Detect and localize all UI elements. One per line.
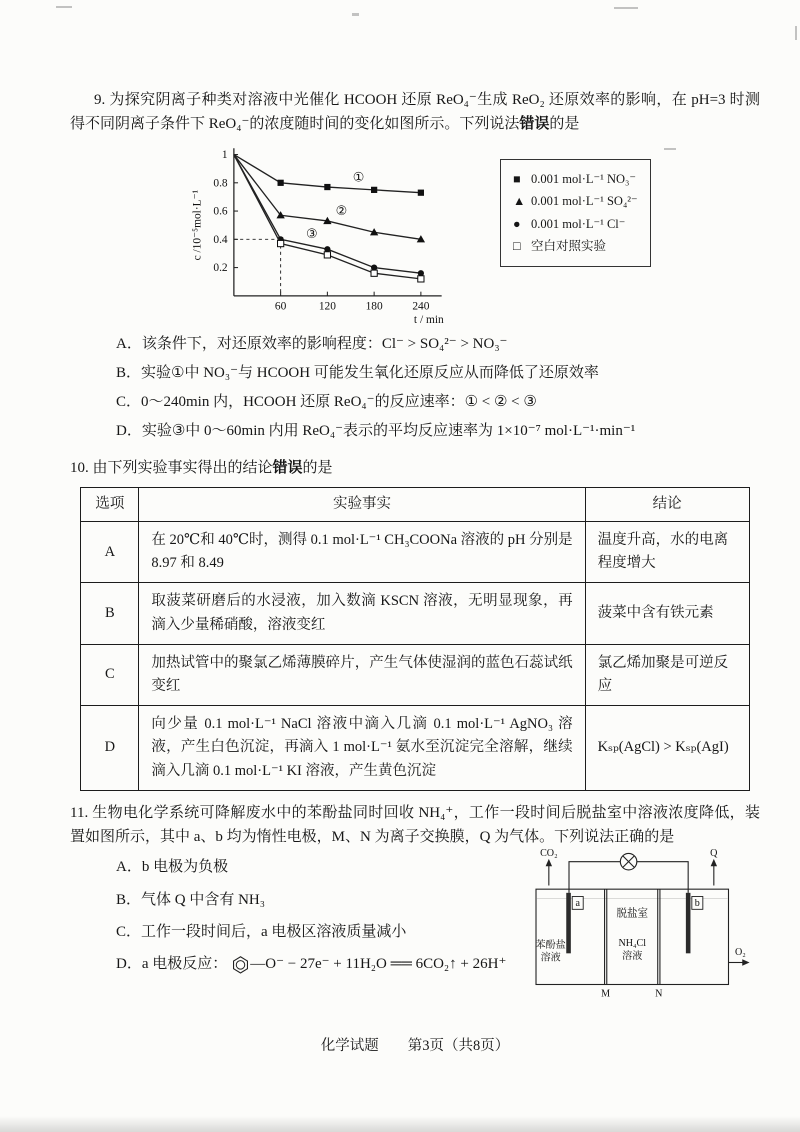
q10-row-d-conclusion: Kₛₚ(AgCl) > Kₛₚ(AgI) <box>585 706 749 791</box>
q11-cell-diagram <box>514 847 760 1010</box>
q9-option-d: D．实验③中 0～60min 内用 ReO₄⁻表示的平均反应速率为 1×10⁻⁷ mol·L⁻¹·min⁻¹ <box>116 423 636 440</box>
q10-row-b-fact: 取菠菜研磨后的水浸液，加入数滴 KSCN 溶液，无明显现象，再滴入少量稀硝酸，溶液变红 <box>139 583 585 644</box>
legend-item <box>513 168 638 191</box>
scan-artifact <box>664 148 676 150</box>
electrode-b-bar <box>686 893 691 953</box>
q9-stem <box>70 88 760 137</box>
q9-option-b: B．实验①中 NO₃⁻与 HCOOH 可能发生氧化还原反应从而降低了还原效率 <box>116 364 599 381</box>
q9-stem-emphasis: 错误 <box>519 116 550 133</box>
svg-text:②: ② <box>335 202 348 218</box>
wire-left <box>569 862 620 893</box>
filled-circle-icon: ● <box>513 216 521 231</box>
table-row <box>81 583 749 644</box>
q11-option-d-equation: —O⁻ − 27e⁻ + 11H₂O ══ 6CO₂↑ + 26H⁺ <box>250 956 507 973</box>
o2-arrowhead <box>742 960 749 966</box>
desalination-room-label: 脱盐室 <box>616 909 649 921</box>
scan-artifact <box>795 26 797 40</box>
svg-text:1: 1 <box>221 148 228 161</box>
q11-stem-tail: 的是 <box>644 829 675 846</box>
q9-options <box>70 330 760 447</box>
electrode-a-bar <box>566 893 571 953</box>
q10-stem-emphasis: 错误 <box>272 459 303 476</box>
legend-item <box>513 235 638 258</box>
question-10 <box>70 456 760 791</box>
q9-option-a: A．该条件下，对还原效率的影响程度：Cl⁻ > SO₄²⁻ > NO₃⁻ <box>116 335 508 352</box>
q10-row-b-conclusion: 菠菜中含有铁元素 <box>585 583 749 644</box>
table-row <box>81 644 749 705</box>
q9-figure <box>188 140 760 327</box>
q10-stem-text: 10. 由下列实验事实得出的结论 <box>70 459 273 476</box>
q10-row-a-option: A <box>81 522 139 583</box>
q9-option-c: C．0～240min 内，HCOOH 还原 ReO₄⁻的反应速率：① < ② < ③ <box>116 394 537 411</box>
membrane-n-label: N <box>655 988 663 1000</box>
co2-arrowhead <box>546 859 552 866</box>
q11-diagram-svg <box>514 847 756 1005</box>
q10-table <box>80 487 749 791</box>
page-footer <box>70 1034 760 1055</box>
q10-header-conclusion: 结论 <box>585 487 749 521</box>
legend-label: 0.001 mol·L⁻¹ Cl⁻ <box>531 216 626 231</box>
filled-square-icon: ■ <box>513 171 521 186</box>
svg-text:0.2: 0.2 <box>213 261 228 274</box>
q10-stem <box>70 456 760 480</box>
question-9 <box>70 88 760 447</box>
q10-row-a-fact: 在 20℃和 40℃时，测得 0.1 mol·L⁻¹ CH₃COONa 溶液的 pH 分别是 8.97 和 8.49 <box>139 522 585 583</box>
q10-row-c-fact: 加热试管中的聚氯乙烯薄膜碎片，产生气体使湿润的蓝色石蕊试纸变红 <box>139 644 585 705</box>
membrane-m-label: M <box>601 988 611 1000</box>
filled-triangle-icon: ▲ <box>513 194 526 209</box>
legend-label: 0.001 mol·L⁻¹ SO₄²⁻ <box>531 194 638 209</box>
legend-item <box>513 213 638 236</box>
q11-option-b: B．气体 Q 中含有 NH₃ <box>116 891 265 908</box>
q10-row-d-option: D <box>81 706 139 791</box>
svg-text:③: ③ <box>305 225 318 241</box>
legend-label: 0.001 mol·L⁻¹ NO₃⁻ <box>531 171 636 186</box>
legend-label: 空白对照实验 <box>531 239 607 254</box>
q9-chart-svg <box>188 140 500 327</box>
q9-stem-tail: 的是 <box>549 116 580 133</box>
electrode-b-label: b <box>694 898 700 910</box>
q11-option-a: A．b 电极为负极 <box>116 859 229 876</box>
svg-text:180: 180 <box>365 299 383 312</box>
q-gas-label: Q <box>710 848 718 860</box>
scan-artifact <box>56 6 72 8</box>
q11-option-c: C．工作一段时间后，a 电极区溶液质量减小 <box>116 923 407 940</box>
q11-option-d <box>116 948 514 980</box>
open-square-icon: □ <box>513 239 521 254</box>
question-11 <box>70 801 760 1010</box>
q10-row-c-conclusion: 氯乙烯加聚是可逆反应 <box>585 644 749 705</box>
q10-row-b-option: B <box>81 583 139 644</box>
q11-options <box>70 851 514 1010</box>
q11-stem <box>70 801 760 850</box>
scan-artifact <box>352 13 359 16</box>
q11-option-d-prefix: D．a 电极反应： <box>116 956 228 973</box>
page-footer-text: 化学试题 第3页（共8页） <box>320 1038 510 1055</box>
phenolate-solution-label: 溶液 <box>540 953 561 965</box>
table-header-row <box>81 487 749 521</box>
q10-row-d-fact: 向少量 0.1 mol·L⁻¹ NaCl 溶液中滴入几滴 0.1 mol·L⁻¹ AgNO₃ 溶液，产生白色沉淀，再滴入 1 mol·L⁻¹ 氨水至沉淀完全溶解，继续滴入几滴 0.1 mol·L⁻¹ KI 溶液，产生黄色沉淀 <box>139 706 585 791</box>
q10-stem-tail: 的是 <box>302 459 333 476</box>
scan-shadow <box>0 1116 800 1132</box>
svg-text:60: 60 <box>274 299 287 312</box>
q11-stem-emphasis: 正确 <box>614 829 645 846</box>
scan-artifact <box>614 7 638 9</box>
benzene-ring-icon <box>232 955 249 974</box>
q11-stem-text: 11. 生物电化学系统可降解废水中的苯酚盐同时回收 NH₄⁺，工作一段时间后脱盐室中溶液浓度降低，装置如图所示，其中 a、b 均为惰性电极，M、N 为离子交换膜，Q 为气体。下列说法 <box>70 804 760 846</box>
wire-right <box>637 862 688 893</box>
svg-text:c /10⁻⁵mol·L⁻¹: c /10⁻⁵mol·L⁻¹ <box>191 189 204 261</box>
svg-text:0.6: 0.6 <box>213 205 228 218</box>
nh4cl-solution-label: 溶液 <box>622 951 643 963</box>
q10-row-a-conclusion: 温度升高，水的电离程度增大 <box>585 522 749 583</box>
q10-row-c-option: C <box>81 644 139 705</box>
electrode-a-label: a <box>575 898 580 910</box>
q10-header-option: 选项 <box>81 487 139 521</box>
q-gas-arrowhead <box>711 859 717 866</box>
svg-text:120: 120 <box>318 299 336 312</box>
q11-body <box>70 848 760 1010</box>
nh4cl-label: NH₄Cl <box>618 938 647 950</box>
svg-text:t / min: t / min <box>413 313 444 326</box>
svg-text:0.8: 0.8 <box>213 177 228 190</box>
co2-label: CO₂ <box>540 848 558 860</box>
svg-text:0.4: 0.4 <box>213 233 228 246</box>
q9-stem-text: 9. 为探究阴离子种类对溶液中光催化 HCOOH 还原 ReO₄⁻生成 ReO₂ 还原效率的影响，在 pH=3 时测得不同阴离子条件下 ReO₄⁻的浓度随时间的变化如图所示。下列说法 <box>70 92 760 133</box>
q9-chart-legend <box>500 159 651 267</box>
q10-header-fact: 实验事实 <box>139 487 585 521</box>
phenolate-label: 苯酚盐 <box>535 940 566 952</box>
svg-text:①: ① <box>352 168 365 184</box>
svg-text:240: 240 <box>412 299 430 312</box>
table-row <box>81 706 749 791</box>
o2-label: O₂ <box>735 947 746 959</box>
table-row <box>81 522 749 583</box>
legend-item <box>513 190 638 213</box>
